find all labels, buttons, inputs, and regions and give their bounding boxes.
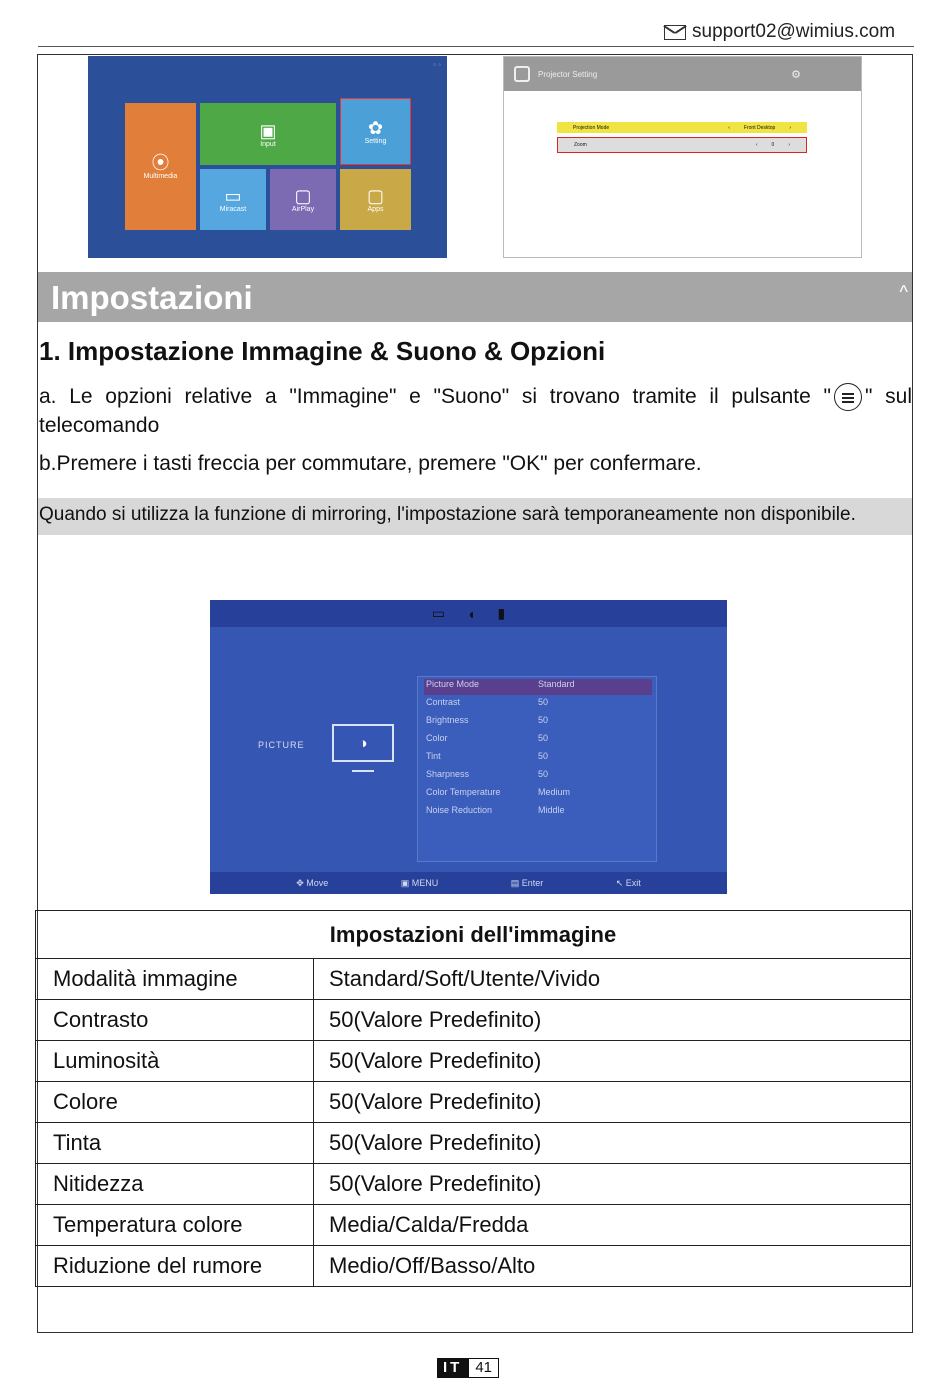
table-row: Temperatura colore Media/Calda/Fredda [36,1205,911,1246]
lock-icon: ▮ [497,605,506,621]
input-icon: ▣ [259,120,277,141]
option-row: Color Temperature Medium [426,787,571,797]
option-row: Noise Reduction Middle [426,805,565,815]
note-box [38,498,912,535]
status-icon: ◦ ◦ [433,60,441,69]
tile-setting: ✿ Setting [340,98,411,165]
section-title: Impostazioni [51,279,253,316]
option-row: Brightness 50 [426,715,549,725]
gear-icon: ✿ [367,118,384,138]
option-row: Contrast 50 [426,697,549,707]
table-row: Riduzione del rumore Medio/Off/Basso/Alto [36,1246,911,1287]
exit-key-icon: ↖ [615,877,624,888]
projector-icon [514,66,530,82]
picture-options-panel [417,676,657,862]
email-text: support02@wimius.com [692,21,896,42]
header-divider [38,46,914,47]
monitor-icon: ▭ [431,605,446,621]
picture-label: PICTURE [258,740,305,750]
right-arrow-icon: › [788,142,790,148]
cast-icon: ▭ [224,186,242,206]
header-email [664,21,895,43]
envelope-icon [664,25,686,40]
tile-apps: ▢ Apps [340,169,411,230]
zoom-row: Zoom ‹ 0 › [557,137,807,153]
page-number-value: 41 [468,1358,499,1378]
projection-mode-row: Projection Mode ‹ Front Desktop › [557,122,807,133]
paragraph-b: b.Premere i tasti freccia per commutare, premere "OK" per confermare. [39,452,702,475]
right-arrow-icon: › [789,124,791,131]
settings-icon: ⚙ [791,68,801,81]
paragraph-a: a. Le opzioni relative a "Immagine" e "Suono" si trovano tramite il pulsante " " sul telecomando [39,385,913,438]
subsection-heading: 1. Impostazione Immagine & Suono & Opzioni [39,336,606,366]
picture-menu-screenshot [210,600,727,894]
picture-icon: ◑ [332,724,394,762]
menu-key-icon: ▣ [400,877,410,888]
move-hint: ✥ Move [296,877,329,888]
menu-icon [834,383,862,411]
table-title: Impostazioni dell'immagine [36,911,911,959]
table-row: Luminosità 50(Valore Predefinito) [36,1041,911,1082]
page-number [437,1358,499,1378]
enter-hint: ▤ Enter [510,877,544,888]
tile-airplay: ▢ AirPlay [270,169,336,230]
option-row: Color 50 [426,733,549,743]
option-row: Sharpness 50 [426,769,549,779]
table-row: Tinta 50(Valore Predefinito) [36,1123,911,1164]
exit-hint: ↖ Exit [615,877,641,888]
left-arrow-icon: ‹ [728,124,730,131]
tile-miracast: ▭ Miracast [200,169,266,230]
home-screen-screenshot [88,56,447,258]
picture-icon-underline [352,770,374,772]
apps-icon: ▢ [366,186,384,206]
language-badge: IT [437,1358,468,1378]
tile-input: ▣ Input [200,103,336,165]
speaker-icon: ◖ [467,605,476,622]
option-row: Picture Mode Standard [424,679,652,695]
play-icon: ⦿ [151,153,170,173]
projector-setting-titlebar: Projector Setting ⚙ [504,57,861,91]
airplay-icon: ▢ [294,186,312,206]
dpad-icon: ✥ [296,877,304,888]
tile-multimedia: ⦿ Multimedia [125,103,196,230]
table-row: Nitidezza 50(Valore Predefinito) [36,1164,911,1205]
picture-menu-footer [210,872,727,894]
option-row: Tint 50 [426,751,549,761]
table-row: Contrasto 50(Valore Predefinito) [36,1000,911,1041]
picture-menu-topbar [210,600,727,627]
menu-hint: ▣ MENU [400,877,439,888]
picture-settings-table [35,910,911,1287]
table-row: Modalità immagine Standard/Soft/Utente/Vivido [36,959,911,1000]
left-arrow-icon: ‹ [755,142,758,148]
table-row: Colore 50(Valore Predefinito) [36,1082,911,1123]
caret-up-icon: ^ [899,282,908,302]
note-text: Quando si utilizza la funzione di mirroring, l'impostazione sarà temporaneamente non disponibile. [39,504,856,525]
projector-setting-screenshot [503,56,862,258]
enter-key-icon: ▤ [510,877,520,888]
